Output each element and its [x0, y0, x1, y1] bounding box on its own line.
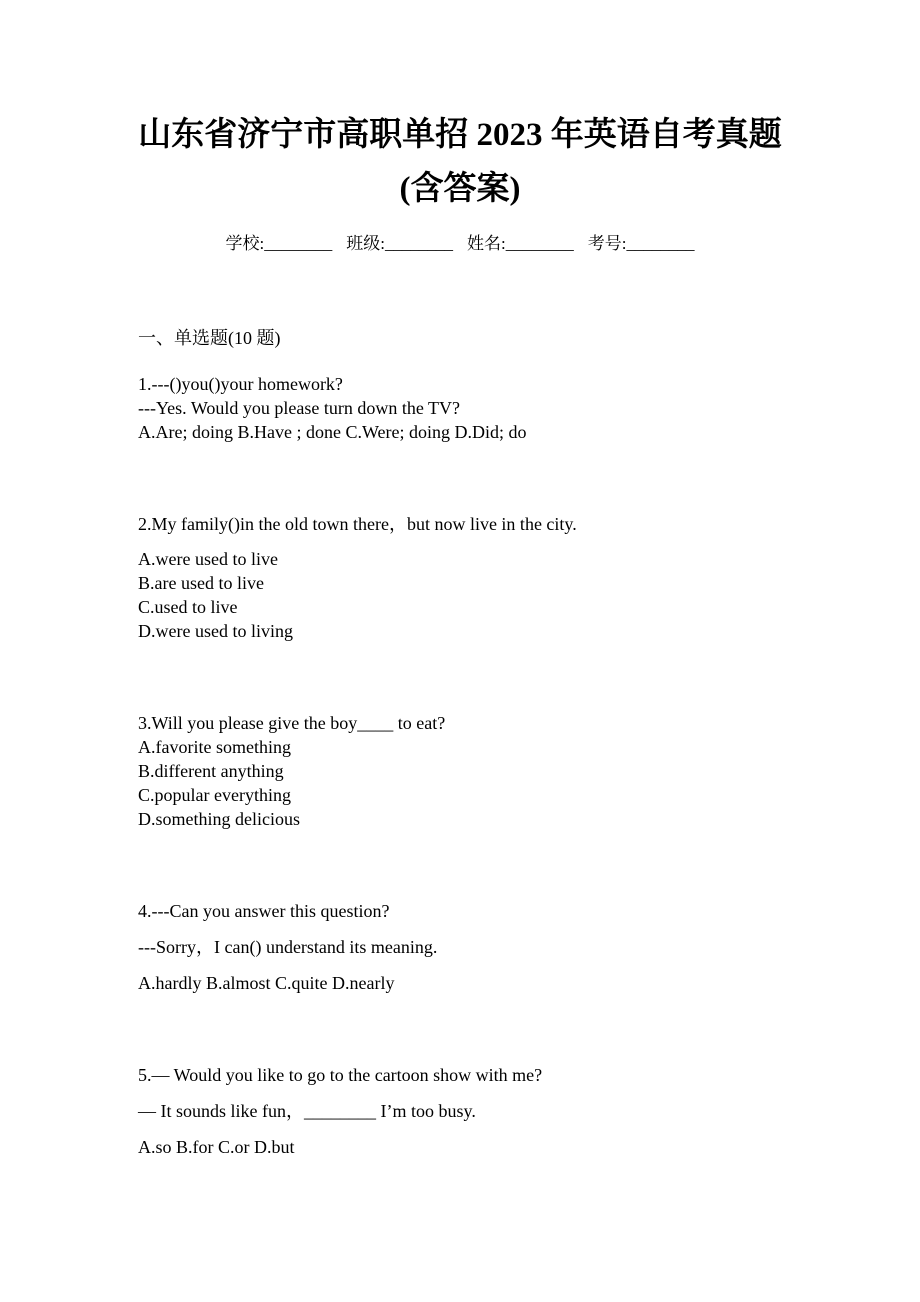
questions-list — [138, 372, 782, 1159]
question-3 — [138, 711, 782, 831]
info-field-3: 姓名:________ — [467, 233, 574, 253]
question-3-option-line-1: A.favorite something — [138, 736, 291, 757]
question-5-stem-line-2: — It sounds like fun，________ I’m too busy. — [138, 1100, 476, 1121]
question-3-option-line-2: B.different anything — [138, 760, 284, 781]
document-title: 山东省济宁市高职单招 2023 年英语自考真题(含答案) — [138, 117, 782, 208]
question-4-stem-line-2: ---Sorry，I can() understand its meaning. — [138, 936, 438, 957]
section-header: 一、单选题(10 题) — [138, 327, 281, 348]
question-1 — [138, 372, 782, 444]
question-3-option-line-3: C.popular everything — [138, 784, 291, 805]
info-field-4: 考号:________ — [587, 233, 695, 253]
question-4-option-line-1: A.hardly B.almost C.quite D.nearly — [138, 972, 395, 993]
question-3-stem-line-1: 3.Will you please give the boy____ to eat? — [138, 712, 446, 733]
question-2-option-line-2: B.are used to live — [138, 572, 264, 593]
question-4 — [138, 899, 782, 995]
question-5-option-line-1: A.so B.for C.or D.but — [138, 1136, 295, 1157]
question-4-stem-line-1: 4.---Can you answer this question? — [138, 900, 390, 921]
question-2 — [138, 512, 782, 643]
question-2-option-line-1: A.were used to live — [138, 548, 278, 569]
info-field-2: 班级:________ — [346, 233, 453, 253]
question-3-option-line-4: D.something delicious — [138, 808, 300, 829]
student-info-line — [138, 229, 782, 254]
question-1-stem-line-2: ---Yes. Would you please turn down the TV? — [138, 397, 461, 418]
question-5 — [138, 1063, 782, 1159]
question-1-stem-line-1: 1.---()you()your homework? — [138, 373, 343, 394]
question-5-stem-line-1: 5.— Would you like to go to the cartoon show with me? — [138, 1064, 543, 1085]
question-1-option-line-1: A.Are; doing B.Have ; done C.Were; doing D.Did; do — [138, 421, 527, 442]
question-2-option-line-3: C.used to live — [138, 596, 238, 617]
question-2-option-line-4: D.were used to living — [138, 620, 293, 641]
info-field-1: 学校:________ — [225, 233, 333, 253]
question-2-stem-line-1: 2.My family()in the old town there，but now live in the city. — [138, 513, 577, 534]
